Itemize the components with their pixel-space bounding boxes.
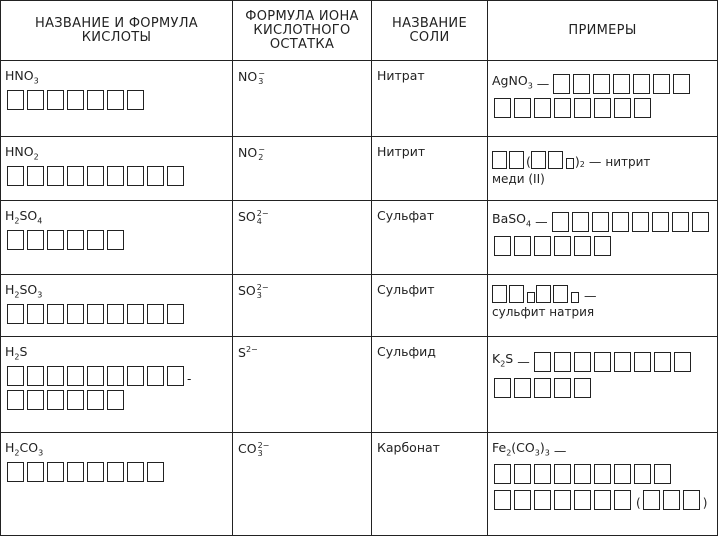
answer-boxes[interactable] bbox=[494, 98, 717, 118]
ion-cell bbox=[233, 61, 372, 137]
answer-boxes[interactable]: - bbox=[7, 366, 232, 386]
acid-formula: $H_2SO_4$ bbox=[5, 208, 43, 226]
acid-formula: $HNO_3$ bbox=[5, 68, 39, 86]
acid-cell bbox=[1, 61, 233, 137]
salt-name: Сульфат bbox=[377, 208, 435, 223]
example-cell bbox=[488, 337, 718, 433]
salt-name: Карбонат bbox=[377, 440, 440, 455]
acid-formula: $H_2SO_3$ bbox=[5, 282, 43, 300]
ion-formula: CO 2− 3 bbox=[238, 440, 270, 458]
acid-formula: $H_2S$ bbox=[5, 344, 28, 362]
acid-cell bbox=[1, 275, 233, 337]
answer-boxes[interactable] bbox=[7, 90, 232, 110]
example: — сульфит натрия bbox=[488, 285, 717, 319]
table-row bbox=[1, 275, 718, 337]
example: ( ) $_2$ — нитрит меди (II) bbox=[488, 151, 717, 186]
answer-boxes[interactable] bbox=[7, 304, 232, 324]
salt-cell bbox=[372, 433, 488, 536]
answer-boxes[interactable] bbox=[494, 378, 717, 398]
acid-cell bbox=[1, 137, 233, 201]
table-row bbox=[1, 61, 718, 137]
salt-name: Нитрит bbox=[377, 144, 426, 159]
header-salt: НАЗВАНИЕ СОЛИ bbox=[372, 1, 488, 61]
ion-cell bbox=[233, 201, 372, 275]
table-row bbox=[1, 137, 718, 201]
ion-formula: SO 2− 4 bbox=[238, 208, 269, 226]
acid-formula: $H_2CO_3$ bbox=[5, 440, 44, 458]
ion-cell bbox=[233, 337, 372, 433]
example-cell bbox=[488, 201, 718, 275]
acid-cell bbox=[1, 433, 233, 536]
ion-formula: SO 2− 3 bbox=[238, 282, 269, 300]
salt-name: Сульфит bbox=[377, 282, 435, 297]
acid-cell bbox=[1, 337, 233, 433]
salt-cell bbox=[372, 137, 488, 201]
example: BaSO$_4$ — bbox=[488, 211, 717, 256]
header-row bbox=[1, 1, 718, 61]
table-row bbox=[1, 201, 718, 275]
answer-boxes[interactable] bbox=[7, 462, 232, 482]
answer-boxes[interactable] bbox=[7, 390, 232, 410]
answer-boxes[interactable] bbox=[7, 230, 232, 250]
answer-boxes[interactable] bbox=[7, 166, 232, 186]
salt-cell bbox=[372, 275, 488, 337]
example-cell bbox=[488, 275, 718, 337]
answer-boxes[interactable]: ( ) bbox=[494, 490, 717, 510]
salt-cell bbox=[372, 61, 488, 137]
salt-name: Нитрат bbox=[377, 68, 425, 83]
salt-cell bbox=[372, 337, 488, 433]
answer-boxes[interactable] bbox=[494, 236, 717, 256]
acid-cell bbox=[1, 201, 233, 275]
acid-formula: $HNO_2$ bbox=[5, 144, 39, 162]
salt-cell bbox=[372, 201, 488, 275]
example: $Fe_2(CO_3)_3$ — ( ) bbox=[488, 440, 717, 510]
table-row bbox=[1, 337, 718, 433]
header-examples: ПРИМЕРЫ bbox=[488, 1, 718, 61]
header-ion: ФОРМУЛА ИОНА КИСЛОТНОГО ОСТАТКА bbox=[233, 1, 372, 61]
salt-name: Сульфид bbox=[377, 344, 436, 359]
example-cell bbox=[488, 433, 718, 536]
ion-cell bbox=[233, 433, 372, 536]
ion-cell bbox=[233, 137, 372, 201]
example: AgNO$_3$ — bbox=[488, 73, 717, 118]
ion-cell bbox=[233, 275, 372, 337]
ion-formula: NO − 2 bbox=[238, 144, 265, 162]
example: $K_2S$ — bbox=[488, 351, 717, 398]
ion-formula: NO − 3 bbox=[238, 68, 265, 86]
answer-boxes[interactable] bbox=[494, 464, 717, 484]
header-acid: НАЗВАНИЕ И ФОРМУЛА КИСЛОТЫ bbox=[1, 1, 233, 61]
example-cell bbox=[488, 137, 718, 201]
table-row bbox=[1, 433, 718, 536]
example-cell bbox=[488, 61, 718, 137]
ion-formula: $S^{2-}$ bbox=[238, 345, 258, 361]
